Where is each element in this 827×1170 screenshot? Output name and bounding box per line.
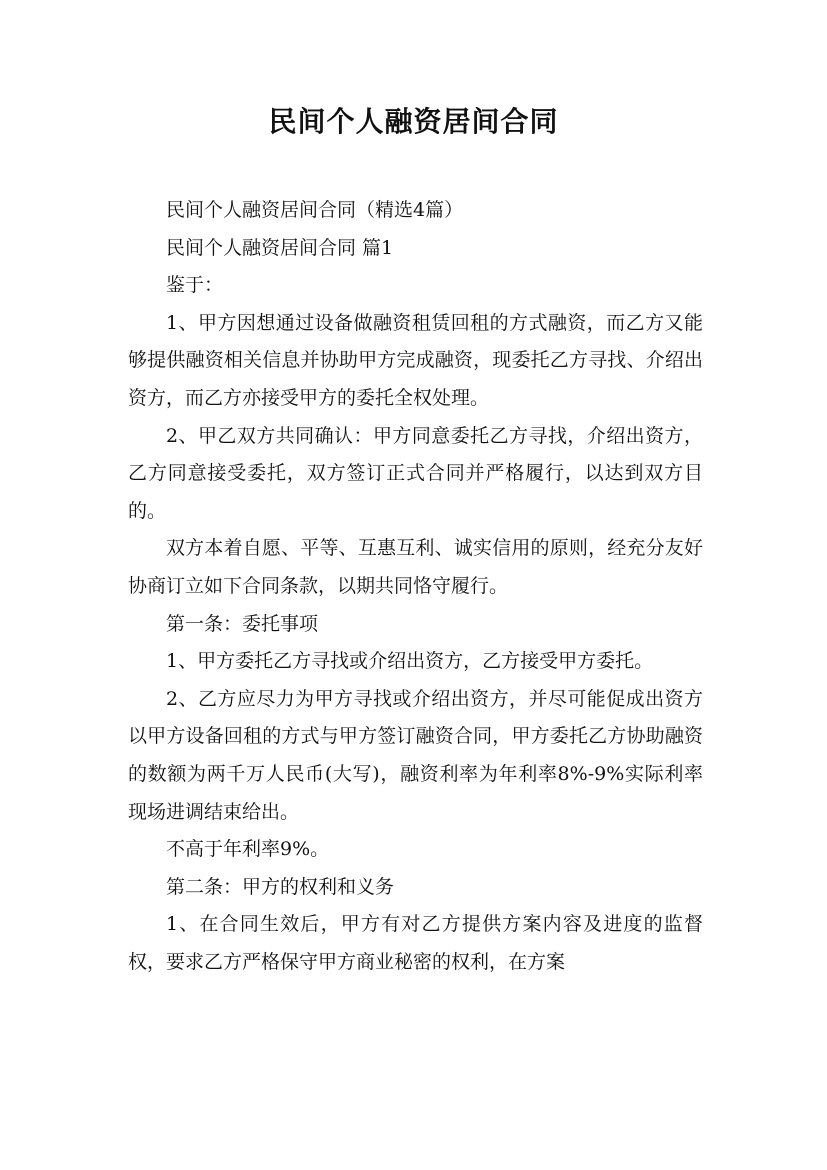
document-body [128,192,703,981]
paragraph: 2、甲乙双方共同确认：甲方同意委托乙方寻找，介绍出资方，乙方同意接受委托，双方签订正式合同并严格履行，以达到双方目的。 [128,424,703,522]
paragraph: 2、乙方应尽力为甲方寻找或介绍出资方，并尽可能促成出资方以甲方设备回租的方式与甲方签订融资合同，甲方委托乙方协助融资的数额为两千万人民币(大写)，融资利率为年利率8%-9%实际利率现场进调结束给出。 [128,687,703,823]
paragraph: 1、在合同生效后，甲方有对乙方提供方案内容及进度的监督权，要求乙方严格保守甲方商业秘密的权利，在方案 [128,913,703,973]
paragraph: 民间个人融资居间合同（精选4篇） [166,199,464,221]
paragraph: 1、甲方委托乙方寻找或介绍出资方，乙方接受甲方委托。 [166,650,654,673]
paragraph: 民间个人融资居间合同 篇1 [166,236,394,259]
paragraph: 不高于年利率9%。 [166,838,330,861]
document-title: 民间个人融资居间合同 [268,105,559,138]
section-heading: 第二条：甲方的权利和义务 [166,875,395,898]
paragraph: 鉴于： [166,274,224,297]
section-heading: 第一条：委托事项 [166,612,319,635]
paragraph: 1、甲方因想通过设备做融资租赁回租的方式融资，而乙方又能够提供融资相关信息并协助甲方完成融资，现委托乙方寻找、介绍出资方，而乙方亦接受甲方的委托全权处理。 [128,311,703,409]
paragraph: 双方本着自愿、平等、互惠互利、诚实信用的原则，经充分友好协商订立如下合同条款，以期共同恪守履行。 [128,537,703,597]
